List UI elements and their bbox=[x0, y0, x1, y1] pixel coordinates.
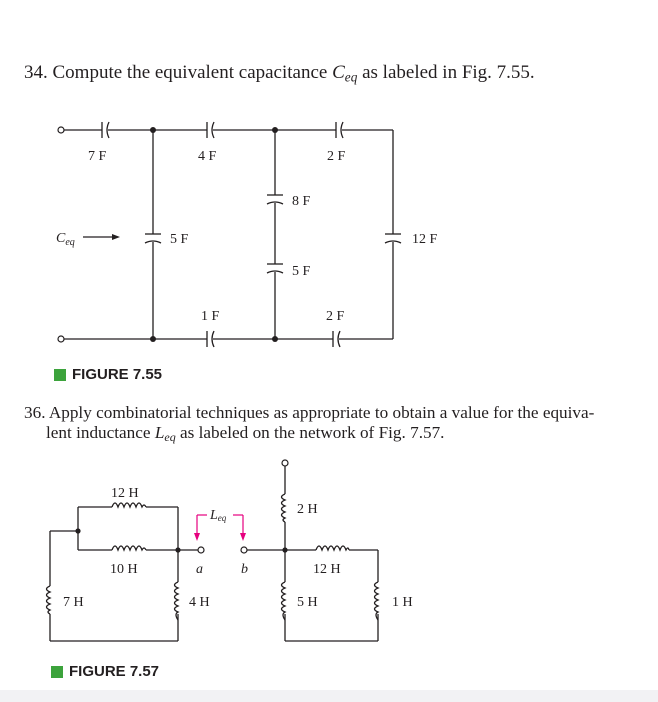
label-1h: 1 H bbox=[392, 595, 413, 610]
bottom-scroll-bar bbox=[0, 690, 658, 702]
caption-square-icon-2 bbox=[51, 666, 63, 678]
problem-34-number: 34. bbox=[24, 62, 48, 83]
problem-36-text bbox=[24, 403, 636, 447]
label-12f: 12 F bbox=[412, 232, 438, 247]
label-4f: 4 F bbox=[198, 149, 217, 164]
label-2f-top: 2 F bbox=[327, 149, 346, 164]
leq-variable: L bbox=[154, 423, 165, 442]
ceq-arrow-icon bbox=[112, 234, 120, 240]
label-node-a: a bbox=[196, 562, 203, 577]
label-7f: 7 F bbox=[88, 149, 107, 164]
inductor-7h bbox=[47, 586, 51, 614]
label-5f-left: 5 F bbox=[170, 232, 189, 247]
inductor-12h-right bbox=[316, 546, 349, 550]
terminal-bottom bbox=[58, 336, 64, 342]
label-1f: 1 F bbox=[201, 309, 220, 324]
label-5h: 5 H bbox=[297, 595, 318, 610]
figure-7-55-caption bbox=[54, 366, 162, 383]
capacitor-5f-mid bbox=[267, 264, 283, 273]
inductor-2h bbox=[282, 494, 286, 522]
ceq-variable: C bbox=[332, 62, 345, 83]
capacitor-1f bbox=[207, 331, 214, 347]
capacitor-4f bbox=[207, 122, 214, 138]
capacitor-5f-left bbox=[145, 234, 161, 243]
caption-square-icon bbox=[54, 369, 66, 381]
figure-7-57-circuit bbox=[47, 466, 379, 641]
label-4h: 4 H bbox=[189, 595, 210, 610]
inductor-10h bbox=[112, 546, 146, 550]
problem-34-text-before: Compute the equivalent capacitance bbox=[47, 62, 333, 83]
terminal-b bbox=[241, 547, 247, 553]
figure-7-57-caption-text: FIGURE 7.57 bbox=[69, 663, 160, 680]
label-12h-top: 12 H bbox=[111, 486, 139, 501]
capacitor-8f bbox=[267, 195, 283, 204]
inductor-12h-top bbox=[112, 503, 146, 507]
problem-36-line2-before: lent inductance bbox=[46, 423, 155, 442]
problem-36-line1: 36. Apply combinatorial techniques as appropriate to obtain a value for the equiva- bbox=[24, 403, 595, 422]
problem-36-line2-after: as labeled on the network of Fig. 7.57. bbox=[175, 423, 445, 442]
capacitor-7f bbox=[102, 122, 109, 138]
terminal-top bbox=[58, 127, 64, 133]
problem-34-text-after: as labeled in Fig. 7.55. bbox=[357, 62, 535, 83]
capacitor-2f-bottom bbox=[333, 331, 340, 347]
label-2f-bottom: 2 F bbox=[326, 309, 345, 324]
figure-7-57-caption bbox=[51, 663, 159, 680]
label-12h-right: 12 H bbox=[313, 562, 341, 577]
label-10h: 10 H bbox=[110, 562, 138, 577]
capacitor-12f bbox=[385, 234, 401, 243]
label-node-b: b bbox=[241, 562, 248, 577]
figure-7-55-caption-text: FIGURE 7.55 bbox=[72, 366, 163, 383]
label-7h: 7 H bbox=[63, 595, 84, 610]
leq-arrow-left-icon bbox=[194, 533, 200, 541]
label-5f-mid: 5 F bbox=[292, 264, 311, 279]
terminal-top-right bbox=[282, 460, 288, 466]
capacitor-2f-top bbox=[336, 122, 343, 138]
leq-subscript: eq bbox=[164, 430, 176, 444]
terminal-a bbox=[198, 547, 204, 553]
label-ceq: $C_{eq}$ bbox=[56, 231, 75, 248]
ceq-subscript: eq bbox=[344, 69, 358, 85]
label-8f: 8 F bbox=[292, 194, 311, 209]
label-leq: Leq bbox=[210, 508, 227, 523]
label-2h: 2 H bbox=[297, 502, 318, 517]
leq-arrow-right-icon bbox=[240, 533, 246, 541]
